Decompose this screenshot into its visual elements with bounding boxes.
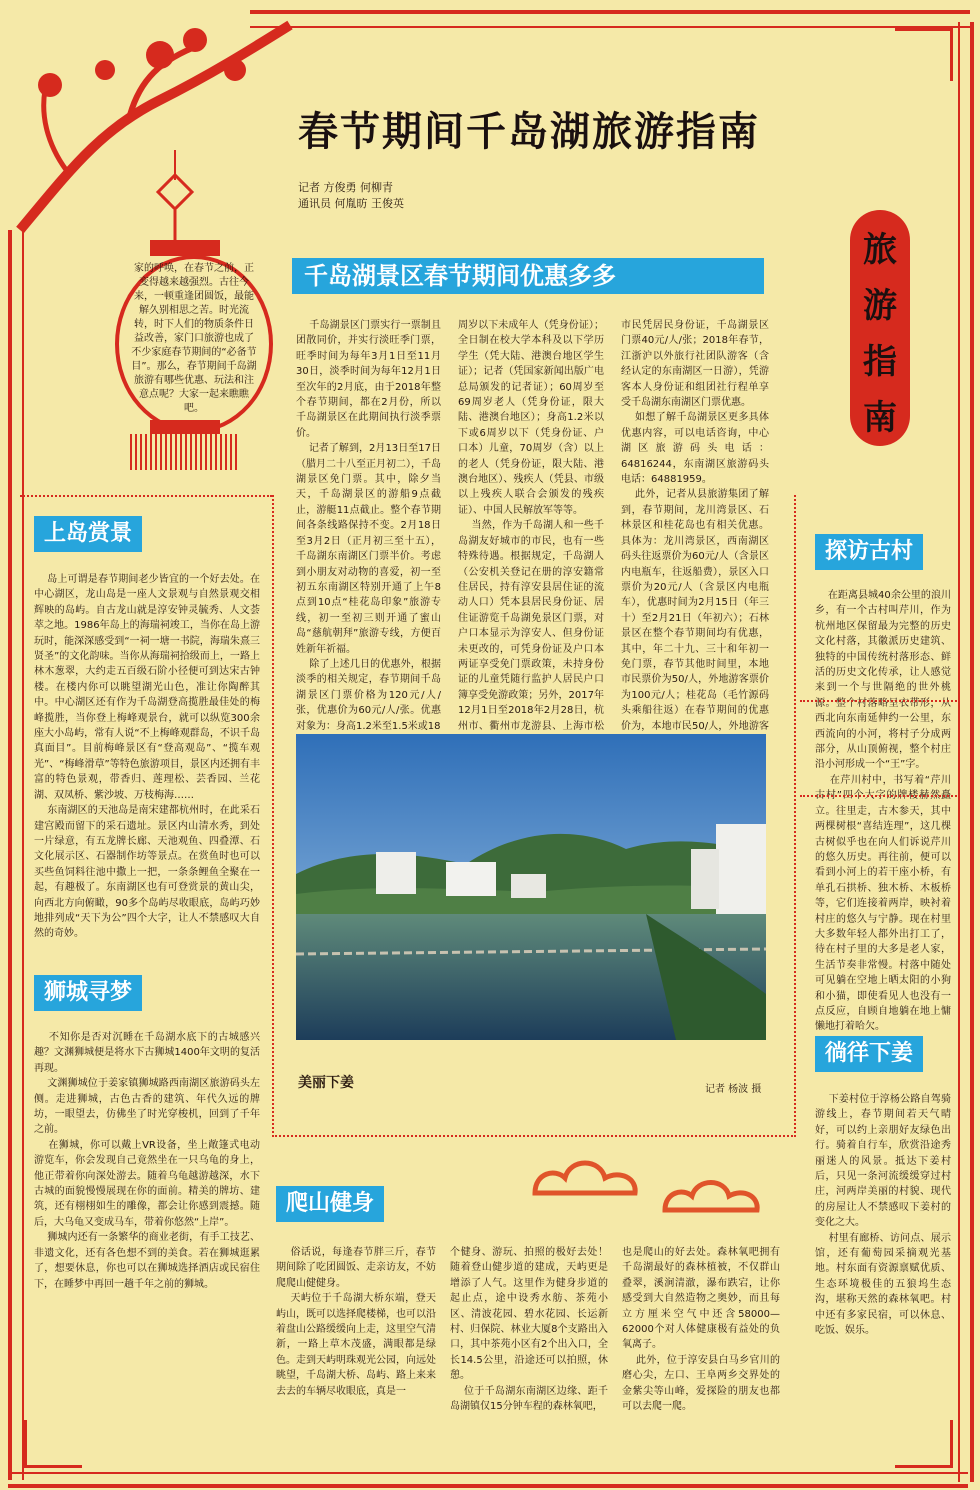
auspicious-cloud-icon-2	[655, 1168, 765, 1223]
tanfang-text: 在距离县城40余公里的浪川乡，有一个古村叫芹川，作为杭州地区保留最为完整的历史文化村落，其徽派历史建筑、独特的中国传统村落形态、鲜活的历史文化传承，让人感觉来到一个与世隔绝的世外桃源。整个村落略呈衣带形，从西北向东南延伸约一公里，东西流向的小河，将村子分成两部分，从山顶俯视，整个村庄沿小河形成一个“王”字。 在芹川村中，书写着“芹川古村”四个大字的牌楼赫然矗立。往里走，古木参天，其中两棵树根“喜结连理”，这几棵古树似乎也在向人们诉说芹川的悠久历史。再往前，便可以看到小河上的若干座小桥，有单孔石拱桥、独木桥、木板桥等，它们连接着两岸，映衬着村庄的悠久与宁静。现在村里大多数年轻人都外出打工了，待在村子里的大多是老人家，生活节奏非常慢。村落中随处可见躺在空地上晒太阳的小狗和小猫，即使看见人也没有一点反应，自顾自地躺在地上慵懒地打着哈欠。	[815, 590, 952, 1033]
banner-column-2: 周岁以下未成年人（凭身份证）；全日制在校大学本科及以下学历学生（凭大陆、港澳台地区学生证）；记者（凭国家新闻出版广电总局颁发的记者证）；60周岁至69周岁老人（凭身份证，限大陆、港澳台地区）；身高1.2米以下或6周岁以下（凭身份证、户口本）儿童，70周岁（含）以上的老人（凭身份证，限大陆、港澳台地区）、残疾人（凭县、市级以上残疾人联合会颁发的残疾证）、中国人民解放军等等。 当然，作为千岛湖人和一些千岛湖友好城市的市民，也有一些特殊待遇。根据规定，千岛湖人（公安机关登记在册的淳安籍常住居民，持有淳安县居住证的流动人口）凭本县居民身份证、居住证游览千岛湖免景区门票，对户口本显示为淳安人、但身份证未更改的，可凭身份证及户口本两证享受免门票政策，未持身份证的儿童凭随行监护人居民户口簿享受免游政策；另外，2017年12月1日至2018年2月28日，杭州市、衢州市龙游县、上海市松	[458, 320, 605, 732]
section-heading-shicheng: 狮城寻梦	[34, 975, 142, 1011]
right-dotted-divider-2	[800, 795, 960, 797]
chinese-knot-icon	[155, 150, 195, 240]
section-heading-tanfang: 探访古村	[815, 534, 923, 570]
frame-bottom-border	[8, 1472, 968, 1488]
photo-credit: 记者 杨波 摄	[705, 1084, 762, 1095]
xiajiang-village-photo	[296, 734, 766, 1040]
lantern-bottom	[150, 420, 220, 434]
lantern-cap	[150, 240, 220, 256]
section-heading-changyang: 徜徉下姜	[815, 1036, 923, 1072]
intro-text: 家的呼唤，在春节之前，正变得越来越强烈。古往今来，一顿重逢团圆饭，最能解久别相思之苦。时光流转，时下人们的物质条件日益改善，家门口旅游也成了不少家庭春节期间的“必备节目”。那么，春节期间千岛湖旅游有哪些优惠、玩法和注意点呢？大家一起来瞧瞧吧。	[131, 263, 257, 414]
frame-left-border	[8, 230, 24, 1480]
byline-reporters: 记者 方俊勇 何柳青	[298, 181, 393, 194]
shangdao-text: 岛上可谓是春节期间老少皆宜的一个好去处。在中心湖区，龙山岛是一座人文景观与自然景观交相辉映的岛屿。自古龙山就是淳安钟灵毓秀、人文荟萃之地。1986年岛上的海瑞祠竣工，当你在岛上游玩时，能深深感受到“一祠一塘一书院，海瑞朱熹三贤圣”的文化韵味。当你从海瑞祠拾级而上，一路上林木葱翠，大约走五百级石阶小径便可到达宋古钟楼。在楼内你可以眺望湖光山色，准让你陶醉其中。中心湖区还有作为千岛湖登高揽胜最佳处的梅峰揽胜，当你登上梅峰观景台，就可以纵览300余座大小岛屿，常有人说“不上梅峰观群岛，不识千岛真面目”。目前梅峰景区有“登高观岛”、“揽车观光”、“梅峰滑草”等特色旅游项目，景区内还拥有丰富的特色景观，带香归、莲理松、芸香园、兰花湖、双凤桥、紫沙坡、万枝梅海…… 东南湖区的天池岛是南宋建都杭州时，在此采石建宫殿而留下的采石遗址。景区内山清水秀，到处一片绿意，有五龙牌长廊、天池观鱼、四叠潭、石文化展示区、石器制作坊等景点。在赏鱼时也可以买些鱼饲料往池中撒上一把，一条条鲤鱼全聚在一起，有趣极了。东南湖区也有可登赏景的黄山尖，向西北方向俯瞰，90多个岛屿尽收眼底，岛屿巧妙地排列成“天下为公”四个大字，让人不禁感叹大自然的奇妙。	[34, 574, 260, 940]
left-dotted-divider	[20, 495, 272, 497]
banner-column-1: 千岛湖景区门票实行一票制且团散同价，并实行淡旺季门票，旺季时间为每年3月1日至11月30日，淡季时间为每年12月1日至次年的2月底，由于2018年整个春节期间，都在2月份，所以千岛湖景区在此期间执行淡季票价。 记者了解到，2月13日至17日（腊月二十八至正月初二），千岛湖景区免门票。其中，除夕当天，千岛湖景区的游船9点截止，游艇11点截止。整个春节期间各条线路保持不变。2月18日至3月2日（正月初三至十五），千岛湖东南湖区门票半价。考虑到小朋友对动物的喜爱，初一至初五东南湖区特别开通了上午8点到10点“桂花岛印象”旅游专线，初一至初三则开通了蜜山岛“慈航朝拜”旅游专线，方便百姓新年祈福。 除了上述几日的优惠外，根据淡季的相关规定，春节期间千岛湖景区门票价格为120元/人/张，优惠价为60元/人/张。优惠对象为：身高1.2米至1.5米或18	[296, 320, 442, 732]
frame-right-border	[958, 22, 974, 1482]
frame-corner-top-right	[895, 28, 953, 81]
stamp-char-3: 指	[863, 342, 897, 382]
banner-heading: 千岛湖景区春节期间优惠多多	[292, 258, 764, 294]
pashan-column-3: 也是爬山的好去处。森林氧吧拥有千岛湖最好的森林植被，不仅群山叠翠，溪涧清澈，瀑布跌宕，让你感受到大自然造物之奥妙，而且每立方厘米空气中还含58000—62000个对人体健康极有益处的负氧离子。 此外，位于淳安县白马乡官川的磨心尖，左口、王阜两乡交界处的金紫尖等山峰，爱探险的朋友也都可以去爬一爬。	[622, 1247, 781, 1413]
auspicious-cloud-icon	[525, 1148, 645, 1208]
stamp-char-1: 旅	[863, 230, 897, 270]
frame-top-border	[250, 10, 970, 28]
stamp-char-4: 南	[863, 398, 897, 438]
byline	[298, 180, 404, 212]
frame-corner-bottom-right	[895, 1420, 953, 1468]
lantern-tassel-icon	[130, 434, 240, 470]
section-heading-shangdao: 上岛赏景	[34, 516, 142, 552]
page-title: 春节期间千岛湖旅游指南	[298, 109, 760, 155]
frame-corner-bottom-left	[24, 1420, 82, 1468]
changyang-text: 下姜村位于淳杨公路自驾骑游线上，春节期间若天气晴好，可以约上亲朋好友绿色出行。骑着自行车，欣赏沿途秀丽迷人的风景。抵达下姜村后，只见一条河流缓缓穿过村庄，河两岸美丽的村貌、现代的房屋让人不禁感叹下姜村的变化之大。 村里有廊桥、访问点、展示馆，还有葡萄园采摘观光基地。村东面有资源禀赋优质、生态环境极佳的五狼坞生态沟，堪称天然的森林氧吧。村中还有多家民宿，可以休息、吃饭、娱乐。	[815, 1094, 951, 1337]
shicheng-text: 不知你是否对沉睡在千岛湖水底下的古城感兴趣？文渊狮城便是将水下古狮城1400年文明的复活再现。 文渊狮城位于姜家镇狮城路西南湖区旅游码头左侧。走进狮城，古色古香的建筑、年代久远的牌坊，一眼望去，仿佛坐了时光穿梭机，回到了千年之前。 在狮城，你可以戴上VR设备，坐上敞篷式电动游览车，你会发现自己竟然坐在一只乌龟的身上，他正带着你向深处游去。随着乌龟越游越深，水下古城的面貌慢慢展现在你的面前。精美的牌坊、建筑，还有栩栩如生的雕像，都会让你感到震撼。随后，大乌龟又变成马车，带着你悠然“上岸”。 狮城内还有一条繁华的商业老街，有手工技艺、非遗文化，还有各色想不到的美食。若在狮城逛累了，想要休息，你也可以在狮城选择酒店或民宿住下，在睡梦中再回一趟千年之前的狮城。	[34, 1032, 261, 1290]
pashan-column-1: 俗话说，每逢春节胖三斤，春节期间除了吃团圆饭、走亲访友，不妨爬爬山健健身。 天屿位于千岛湖大桥东端，登天屿山，既可以选择爬楼梯，也可以沿着盘山公路缓缓向上走，这里空气清新，一路上草木茂盛，满眼都是绿色。走到天屿明珠观光公园，向远处眺望，千岛湖大桥、岛屿、路上来来去去的车辆尽收眼底，真是一	[276, 1247, 437, 1397]
section-heading-pashan: 爬山健身	[276, 1186, 384, 1222]
photo-caption: 美丽下姜	[298, 1075, 354, 1091]
banner-column-3: 市民凭居民身份证，千岛湖景区门票40元/人/张；2018年春节，江浙沪以外旅行社团队游客（含经认定的东南湖区一日游），凭游客本人身份证和组团社行程单享受千岛湖东南湖区门票优惠。 如想了解千岛湖景区更多具体优惠内容，可以电话咨询，中心湖区旅游码头电话：64816244，东南湖区旅游码头电话：64881959。 此外，记者从县旅游集团了解到，春节期间，龙川湾景区、石林景区和桂花岛也有相关优惠。具体为：龙川湾景区，西南湖区码头往返票价为60元/人（含景区内电瓶车，往返船费），景区入口票价为20元/人（含景区内电瓶车），优惠时间为2月15日（年三十）至2月21日（年初六）；石林景区在整个春节期间均有优惠，其中，年二十九、三十和年初一免门票，春节其他时间里，本地市民票价为50/人，外地游客票价为100元/人；桂花岛（毛竹源码头乘船往返）在春节期间的优惠价为，本地市民50/人，外地游客	[621, 320, 770, 732]
pashan-column-2: 个健身、游玩、拍照的极好去处！随着登山健步道的建成，天屿更是增添了人气。这里作为健身步道的起止点，途中设秀水舫、茶苑小区、清波花园、碧水花园、长运新村、归保院、林业大厦8个支路出入口，其中茶苑小区有2个出入口，全长14.5公里，沿途还可以拍照，休憩。 位于千岛湖东南湖区边缘、距千岛湖镇仅15分钟车程的森林氧吧，	[450, 1247, 609, 1413]
stamp-char-2: 游	[863, 286, 897, 326]
byline-correspondents: 通讯员 何胤昉 王俊英	[298, 197, 404, 210]
right-dotted-divider-1	[800, 700, 960, 702]
